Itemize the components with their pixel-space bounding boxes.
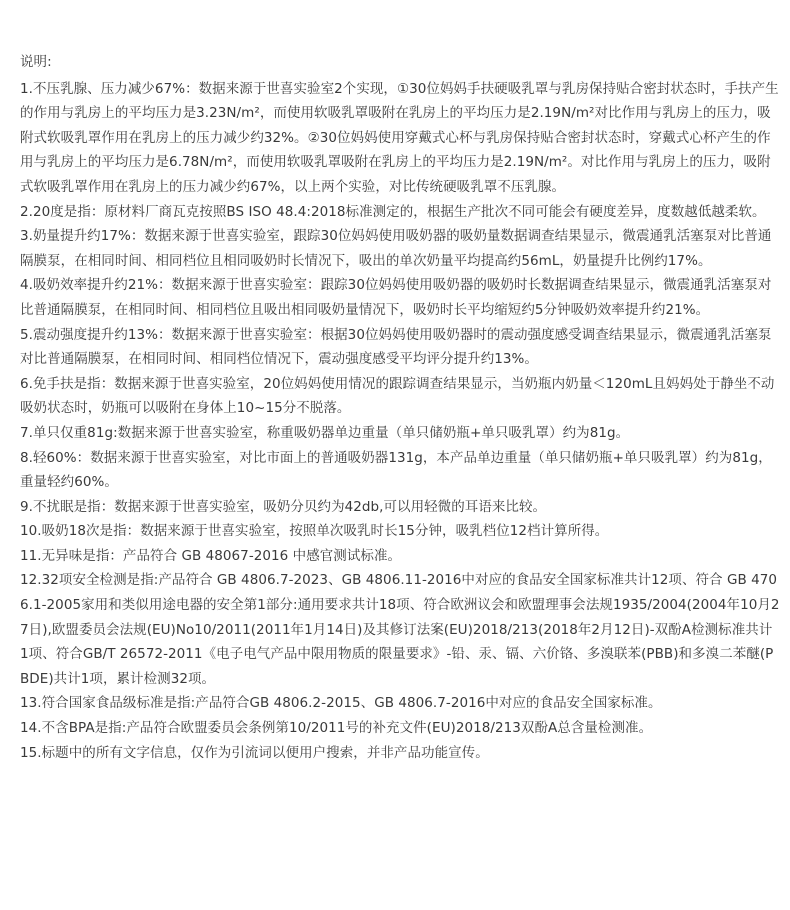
note-7: 7.单只仅重81g:数据来源于世喜实验室，称重吸奶器单边重量（单只储奶瓶+单只吸乳罩）约为81g。	[20, 424, 630, 441]
document-heading: 说明:	[20, 54, 52, 70]
note-13: 13.符合国家食品级标准是指:产品符合GB 4806.2-2015、GB 4806.7-2016中对应的食品安全国家标准。	[20, 695, 662, 712]
note-11: 11.无异味是指：产品符合 GB 48067-2016 中感官测试标准。	[20, 547, 402, 564]
note-15: 15.标题中的所有文字信息，仅作为引流词以便用户搜索，并非产品功能宣传。	[20, 744, 489, 761]
note-3: 3.奶量提升约17%：数据来源于世喜实验室，跟踪30位妈妈使用吸奶器的吸奶量数据调查结果显示，微震通乳活塞泵对比普通隔膜泵，在相同时间、相同档位且相同吸奶时长情况下，吸出的单次奶量平均提高约56mL，奶量提升比例约17%。	[20, 228, 772, 269]
disclaimer-document	[20, 50, 780, 765]
note-10: 10.吸奶18次是指：数据来源于世喜实验室，按照单次吸乳时长15分钟，吸乳档位12档计算所得。	[20, 523, 609, 540]
note-5: 5.震动强度提升约13%：数据来源于世喜实验室：根据30位妈妈使用吸奶器时的震动强度感受调查结果显示，微震通乳活塞泵对比普通隔膜泵，在相同时间、相同档位情况下，震动强度感受平均评分提升约13%。	[20, 326, 772, 368]
note-4: 4.吸奶效率提升约21%：数据来源于世喜实验室：跟踪30位妈妈使用吸奶器的吸奶时长数据调查结果显示，微震通乳活塞泵对比普通隔膜泵，在相同时间、相同档位且吸出相同吸奶量情况下，吸奶时长平均缩短约5分钟吸奶效率提升约21%。	[20, 277, 772, 318]
note-12: 12.32项安全检测是指:产品符合 GB 4806.7-2023、GB 4806.11-2016中对应的食品安全国家标准共计12项、符合 GB 4706.1-2005家用和类似用途电器的安全第1部分:通用要求共计18项、符合欧洲议会和欧盟理事会法规1935/2004(2004年10月27日),欧盟委员会法规(EU)No10/2011(2011年1月14日)及其修订法案(EU)2018/213(2018年2月12日)-双酚A检测标准共计1项、符合GB/T 26572-2011《电子电气产品中限用物质的限量要求》-铅、汞、镉、六价铬、多溴联苯(PBB)和多溴二苯醚(PBDE)共计1项，累计检测32项。	[20, 572, 780, 687]
note-14: 14.不含BPA是指:产品符合欧盟委员会条例第10/2011号的补充文件(EU)2018/213双酚A总含量检测准。	[20, 720, 653, 737]
note-1: 1.不压乳腺、压力减少67%：数据来源于世喜实验室2个实现，①30位妈妈手扶硬吸乳罩与乳房保持贴合密封状态时，手扶产生的作用与乳房上的平均压力是3.23N/m²，而使用软吸乳罩吸附在乳房上的平均压力是2.19N/m²对比作用与乳房上的压力，吸附式软吸乳罩作用在乳房上的压力减少约32%。②30位妈妈使用穿戴式心杯与乳房保持贴合密封状态时，穿戴式心杯产生的作用与乳房上的平均压力是6.78N/m²，而使用软吸乳罩吸附在乳房上的平均压力是2.19N/m²。对比作用与乳房上的压力，吸附式软吸乳罩作用在乳房上的压力减少约67%，以上两个实验，对比传统硬吸乳罩不压乳腺。	[20, 80, 779, 195]
note-6: 6.免手扶是指：数据来源于世喜实验室，20位妈妈使用情况的跟踪调查结果显示，当奶瓶内奶量＜120mL且妈妈处于静坐不动吸奶状态时，奶瓶可以吸附在身体上10~15分不脱落。	[20, 375, 775, 417]
note-9: 9.不扰眠是指：数据来源于世喜实验室，吸奶分贝约为42db,可以用轻微的耳语来比较。	[20, 498, 547, 515]
note-8: 8.轻60%：数据来源于世喜实验室，对比市面上的普通吸奶器131g，本产品单边重量（单只储奶瓶+单只吸乳罩）约为81g，重量轻约60%。	[20, 449, 772, 491]
note-2: 2.20度是指：原材料厂商瓦克按照BS ISO 48.4:2018标准测定的，根据生产批次不同可能会有硬度差异，度数越低越柔软。	[20, 203, 766, 220]
